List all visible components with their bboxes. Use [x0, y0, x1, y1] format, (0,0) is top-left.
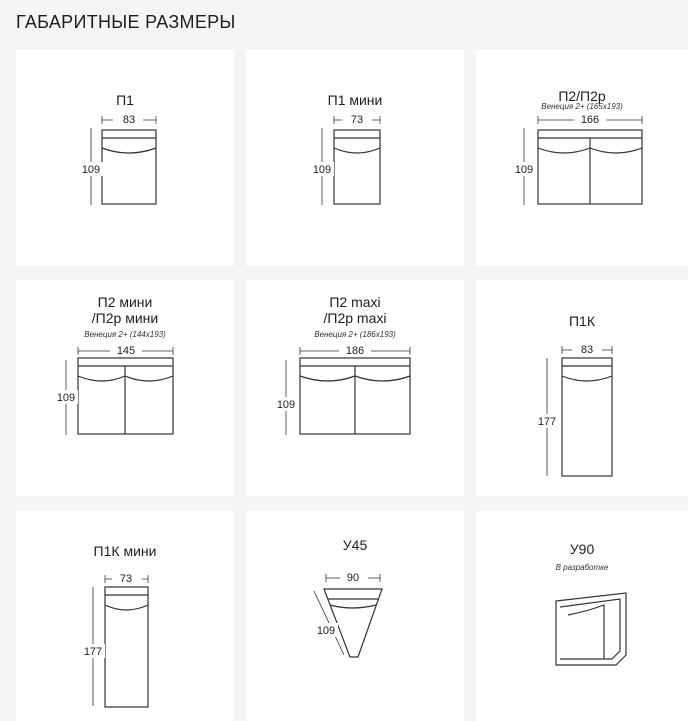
module-card-u45 — [246, 511, 464, 721]
module-width: 73 — [119, 573, 133, 585]
module-diagram — [16, 511, 234, 721]
module-card-p1k — [476, 280, 688, 496]
module-depth: 109 — [312, 164, 332, 176]
module-subtitle: Венеция 2+ (144x193) — [84, 330, 166, 339]
module-diagram — [246, 50, 464, 266]
module-card-p1k-mini — [16, 511, 234, 721]
module-title: П1 мини — [327, 92, 383, 108]
module-title: П2/П2р — [558, 88, 606, 104]
module-subtitle: Венеция 2+ (186x193) — [314, 330, 396, 339]
module-depth: 109 — [276, 399, 296, 411]
module-status: В разработке — [555, 563, 609, 572]
module-width: 90 — [346, 572, 360, 584]
module-depth: 109 — [514, 164, 534, 176]
module-card-p1-mini — [246, 50, 464, 266]
module-width: 73 — [350, 114, 364, 126]
module-diagram — [246, 280, 464, 496]
module-title: П2 мини /П2р мини — [91, 294, 159, 326]
module-title: П2 maxi /П2р maxi — [323, 294, 387, 326]
module-diagram — [476, 50, 688, 266]
module-width: 145 — [116, 345, 136, 357]
module-diagram — [16, 50, 234, 266]
module-diagram — [476, 511, 688, 721]
page-title: ГАБАРИТНЫЕ РАЗМЕРЫ — [16, 12, 236, 32]
module-title: П1К мини — [93, 543, 157, 559]
module-diagram — [246, 511, 464, 721]
module-title: П1К — [568, 313, 595, 329]
module-title: П1 — [116, 92, 134, 108]
module-width: 83 — [580, 344, 594, 356]
module-width: 166 — [580, 114, 600, 126]
module-diagram — [476, 280, 688, 496]
module-depth: 177 — [83, 646, 103, 658]
module-depth: 109 — [81, 164, 101, 176]
module-card-p2-mini — [16, 280, 234, 496]
module-card-p1 — [16, 50, 234, 266]
module-width: 186 — [345, 345, 365, 357]
module-card-p2-maxi — [246, 280, 464, 496]
module-title: У45 — [342, 537, 368, 553]
module-depth: 109 — [316, 625, 336, 637]
module-title: У90 — [569, 541, 595, 557]
module-diagram — [16, 280, 234, 496]
module-width: 83 — [122, 114, 136, 126]
module-depth: 109 — [56, 392, 76, 404]
module-depth: 177 — [537, 416, 557, 428]
module-card-p2 — [476, 50, 688, 266]
module-card-u90 — [476, 511, 688, 721]
module-subtitle: Венеция 2+ (165x193) — [541, 102, 623, 111]
